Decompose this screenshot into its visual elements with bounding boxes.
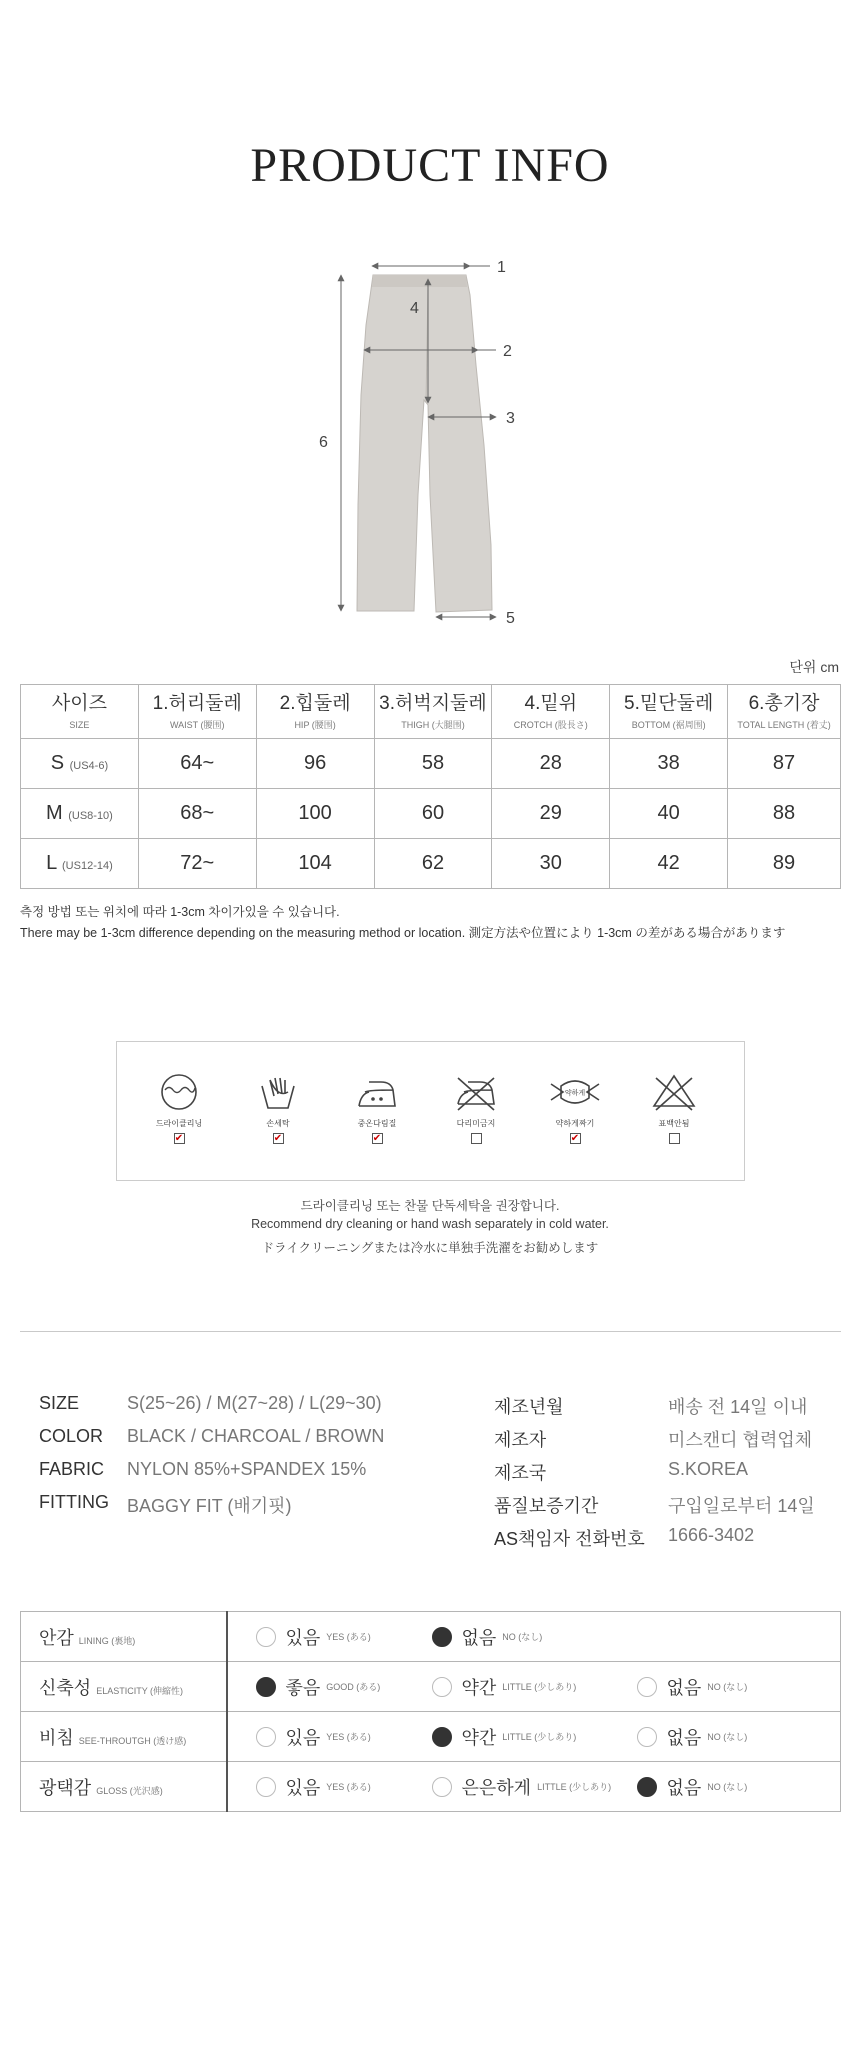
dry-clean-icon: [159, 1072, 199, 1112]
feel-label: 신축성 ELASTICITY (伸縮性): [21, 1662, 227, 1712]
svg-text:약하게: 약하게: [564, 1089, 586, 1097]
care-checkbox: [669, 1133, 680, 1144]
radio-dot: [256, 1777, 276, 1797]
size-cell: L (US12-14): [21, 839, 139, 889]
unit-label: 단위 cm: [789, 659, 839, 675]
spec-warranty-value: 구입일로부터 14일: [668, 1496, 815, 1516]
spec-country: 제조국: [494, 1463, 547, 1483]
radio-dot: [256, 1627, 276, 1647]
care-note-en: Recommend dry cleaning or hand wash separately in cold water.: [251, 1217, 609, 1231]
table-cell: 68~: [138, 789, 256, 839]
table-cell: 87: [728, 739, 841, 789]
measure-note-en: There may be 1-3cm difference depending on the measuring method or location. 測定方法や位置により 1-3cm の差がある場合があります: [20, 926, 786, 940]
feel-options: [227, 1762, 841, 1812]
care-checkbox: ✔: [273, 1133, 283, 1144]
fabric-feel-table: [20, 1611, 841, 1812]
no-iron-icon: [454, 1072, 498, 1112]
header-hip: 2.힙둘레 HIP (腰围): [256, 685, 374, 739]
care-checkbox: [471, 1133, 482, 1144]
radio-dot: [432, 1677, 452, 1697]
label-6: 6: [319, 434, 328, 451]
table-cell: 42: [610, 839, 728, 889]
section-divider: [20, 1331, 841, 1332]
care-item: 손세탁 ✔: [238, 1072, 318, 1144]
label-1: 1: [497, 259, 506, 276]
table-cell: 62: [374, 839, 492, 889]
option-little: 은은하게 LITTLE (少しあり): [432, 1774, 612, 1800]
feel-label: 광택감 GLOSS (光沢感): [21, 1762, 227, 1812]
care-checkbox: ✔: [570, 1133, 580, 1144]
option-yes: 있음 YES (ある): [256, 1774, 371, 1800]
table-cell: 89: [728, 839, 841, 889]
spec-manufacturer: 제조자: [494, 1430, 547, 1450]
table-cell: 58: [374, 739, 492, 789]
table-row: [21, 839, 841, 889]
table-cell: 100: [256, 789, 374, 839]
feel-label: 안감 LINING (裏地): [21, 1612, 227, 1662]
radio-dot-selected: [637, 1777, 657, 1797]
size-table-header: [21, 685, 841, 739]
radio-dot-selected: [256, 1677, 276, 1697]
care-item: 다리미금지: [436, 1072, 516, 1144]
table-row: [21, 789, 841, 839]
spec-fitting: FITTING: [39, 1492, 109, 1512]
table-cell: 30: [492, 839, 610, 889]
table-cell: 40: [610, 789, 728, 839]
pants-measurement-diagram: [0, 245, 860, 645]
label-3: 3: [506, 410, 515, 427]
feel-row-lining: [21, 1612, 841, 1662]
table-cell: 29: [492, 789, 610, 839]
header-waist: 1.허리둘레 WAIST (腰围): [138, 685, 256, 739]
radio-dot-selected: [432, 1727, 452, 1747]
header-crotch: 4.밑위 CROTCH (股長さ): [492, 685, 610, 739]
care-checkbox: ✔: [372, 1133, 382, 1144]
option-no: 없음 NO (なし): [432, 1624, 543, 1650]
option-yes: 있음 YES (ある): [256, 1624, 371, 1650]
spec-as-phone: AS책임자 전화번호: [494, 1529, 645, 1549]
care-item: 약하게 약하게짜기 ✔: [535, 1072, 615, 1144]
radio-dot: [637, 1727, 657, 1747]
table-cell: 72~: [138, 839, 256, 889]
care-instructions-box: [116, 1041, 745, 1181]
label-5: 5: [506, 610, 515, 627]
measure-note-ko: 측정 방법 또는 위치에 따라 1-3cm 차이가있을 수 있습니다.: [20, 905, 340, 919]
spec-size: SIZE: [39, 1393, 80, 1413]
spec-color: COLOR: [39, 1426, 104, 1446]
header-bottom: 5.밑단둘레 BOTTOM (裾周围): [610, 685, 728, 739]
table-cell: 88: [728, 789, 841, 839]
spec-manufacture-date: 제조년월: [494, 1397, 564, 1417]
size-table: [20, 684, 841, 889]
table-row: [21, 739, 841, 789]
size-cell: M (US8-10): [21, 789, 139, 839]
care-item: 표백안됨: [634, 1072, 714, 1144]
label-2: 2: [503, 343, 512, 360]
table-cell: 28: [492, 739, 610, 789]
label-4: 4: [410, 300, 419, 317]
radio-dot: [432, 1777, 452, 1797]
table-cell: 38: [610, 739, 728, 789]
spec-as-phone-value: 1666-3402: [668, 1525, 755, 1545]
care-item: 드라이클리닝 ✔: [139, 1072, 219, 1144]
spec-warranty: 품질보증기간: [494, 1496, 599, 1516]
option-no: 없음 NO (なし): [637, 1774, 748, 1800]
feel-row-elasticity: [21, 1662, 841, 1712]
option-yes: 있음 YES (ある): [256, 1724, 371, 1750]
radio-dot: [637, 1677, 657, 1697]
feel-options: [227, 1612, 841, 1662]
spec-fabric: FABRIC: [39, 1459, 105, 1479]
feel-row-gloss: [21, 1762, 841, 1812]
option-little: 약간 LITTLE (少しあり): [432, 1674, 577, 1700]
header-total-length: 6.총기장 TOTAL LENGTH (着丈): [728, 685, 841, 739]
spec-manufacturer-value: 미스캔디 협력업체: [668, 1430, 813, 1450]
table-cell: 60: [374, 789, 492, 839]
care-item: 중온다림질 ✔: [337, 1072, 417, 1144]
page-title: PRODUCT INFO: [250, 139, 610, 192]
pants-illustration: [357, 275, 492, 612]
spec-fabric-value: NYLON 85%+SPANDEX 15%: [127, 1459, 367, 1479]
header-size: 사이즈 SIZE: [21, 685, 139, 739]
feel-label: 비침 SEE-THROUTGH (透け感): [21, 1712, 227, 1762]
option-no: 없음 NO (なし): [637, 1724, 748, 1750]
feel-options: [227, 1662, 841, 1712]
feel-options: [227, 1712, 841, 1762]
iron-medium-icon: [355, 1072, 399, 1112]
spec-country-value: S.KOREA: [668, 1459, 749, 1479]
spec-manufacture-date-value: 배송 전 14일 이내: [668, 1397, 808, 1417]
option-no: 없음 NO (なし): [637, 1674, 748, 1700]
table-cell: 104: [256, 839, 374, 889]
care-note-ja: ドライクリーニングまたは冷水に単独手洗濯をお勧めします: [261, 1241, 599, 1255]
spec-color-value: BLACK / CHARCOAL / BROWN: [127, 1426, 385, 1446]
feel-row-see-through: [21, 1712, 841, 1762]
no-bleach-icon: [650, 1072, 698, 1112]
size-cell: S (US4-6): [21, 739, 139, 789]
table-cell: 96: [256, 739, 374, 789]
care-checkbox: ✔: [174, 1133, 184, 1144]
radio-dot-selected: [432, 1627, 452, 1647]
table-cell: 64~: [138, 739, 256, 789]
spec-fitting-value: BAGGY FIT (배기핏): [127, 1496, 292, 1516]
option-good: 좋음 GOOD (ある): [256, 1674, 381, 1700]
gentle-wring-icon: [547, 1072, 603, 1112]
option-little: 약간 LITTLE (少しあり): [432, 1724, 577, 1750]
hand-wash-icon: [258, 1072, 298, 1112]
care-note-ko: 드라이클리닝 또는 찬물 단독세탁을 권장합니다.: [300, 1199, 560, 1213]
header-thigh: 3.허벅지둘레 THIGH (大腿围): [374, 685, 492, 739]
radio-dot: [256, 1727, 276, 1747]
spec-size-value: S(25~26) / M(27~28) / L(29~30): [127, 1393, 382, 1413]
